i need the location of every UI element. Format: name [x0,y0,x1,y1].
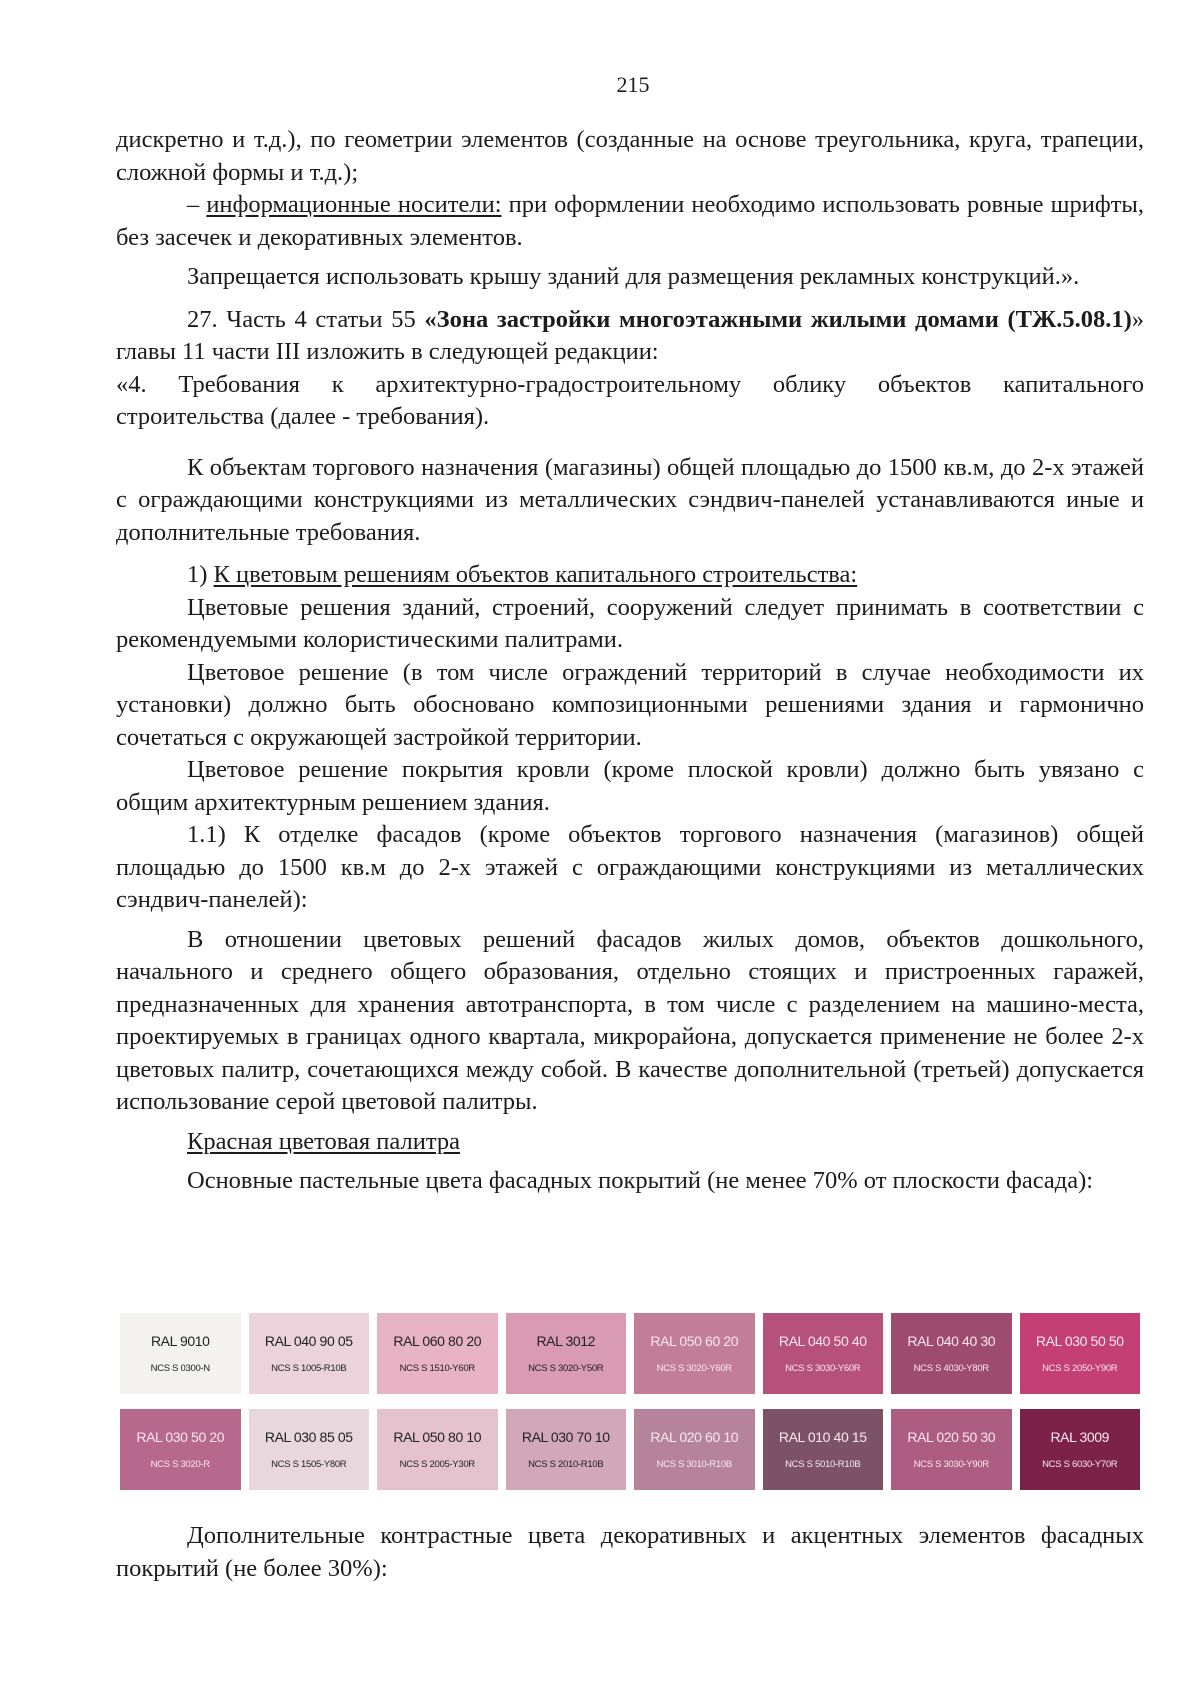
paragraph-article-27 [116,304,1144,369]
paragraph-facade-finish: 1.1) К отделке фасадов (кроме объектов торгового назначения (магазинов) общей площадью до 1500 кв.м до 2-х этажей с ограждающими конструкциями из металлических сэндвич-панелей): [116,821,1144,913]
ncs-code: NCS S 6030-Y70R [1042,1459,1118,1470]
color-swatch [120,1409,241,1490]
color-swatch [1020,1409,1141,1490]
ral-code: RAL 020 60 10 [650,1429,739,1445]
color-swatch [634,1409,755,1490]
color-swatch [506,1409,627,1490]
info-carriers-text: при оформлении необходимо использовать ровные шрифты, без засечек и декоративных элементов. [116,191,1145,251]
ral-code: RAL 040 50 40 [778,1333,867,1349]
paragraph-color-fences: Цветовое решение (в том числе ограждений территорий в случае необходимости их установки) должно быть обосновано композиционными решениями здания и гармонично сочетаться с окружающей застройкой территории. [116,658,1144,751]
ncs-code: NCS S 0300-N [150,1363,210,1374]
color-swatch [891,1313,1012,1394]
zone-title: «Зона застройки многоэтажными жилыми домами (ТЖ.5.08.1) [424,305,1132,333]
color-swatch [377,1409,498,1490]
ral-code: RAL 040 40 30 [907,1333,996,1349]
page-number: 215 [616,72,650,97]
paragraph-geometry: дискретно и т.д.), по геометрии элементов (созданные на основе треугольника, круга, трапеции, сложной формы и т.д.); [116,126,1144,186]
ncs-code: NCS S 5010-R10B [785,1459,861,1470]
paragraph-color-palettes: Цветовые решения зданий, строений, сооружений следует принимать в соответствии с рекомендуемыми колористическими палитрами. [116,593,1144,653]
color-swatch [249,1313,370,1394]
ral-code: RAL 9010 [150,1333,210,1349]
heading-red-palette [116,1126,1144,1159]
color-swatch [249,1409,370,1490]
ncs-code: NCS S 2005-Y30R [399,1459,475,1470]
red-color-palette [120,1313,1140,1490]
palette-row-2 [120,1409,1140,1490]
article-end: » главы 11 части III изложить в следующей редакции: [116,305,1144,365]
color-swatch [120,1313,241,1394]
document-body [116,124,1144,1198]
red-palette-title: Красная цветовая палитра [187,1127,460,1155]
ncs-code: NCS S 1510-Y60R [399,1363,475,1374]
ncs-code: NCS S 1005-R10B [271,1363,347,1374]
ncs-code: NCS S 2050-Y90R [1042,1363,1118,1374]
list-number: 1) [187,561,214,588]
ral-code: RAL 030 85 05 [264,1429,353,1445]
document-body-bottom [116,1520,1144,1585]
dash: – [187,191,207,218]
color-swatch [634,1313,755,1394]
ral-code: RAL 010 40 15 [778,1429,867,1445]
info-carriers-term: информационные носители: [206,191,502,218]
ncs-code: NCS S 3030-Y60R [785,1363,861,1374]
color-swatch [763,1409,884,1490]
paragraph-residential-palettes: В отношении цветовых решений фасадов жилых домов, объектов дошкольного, начального и среднего общего образования, отдельно стоящих и пристроенных гаражей, предназначенных для хранения автотранспорта, в том числе с разделением на машино-места, проектируемых в границах одного квартала, микрорайона, допускается применение не более 2-х цветовых палитр, сочетающихся между собой. В качестве дополнительной (третьей) допускается использование серой цветовой палитры. [116,925,1144,1115]
color-swatch [506,1313,627,1394]
ral-code: RAL 060 80 20 [393,1333,482,1349]
ral-code: RAL 020 50 30 [907,1429,996,1445]
color-solutions-title: К цветовым решениям объектов капитального строительства: [213,561,858,588]
palette-row-1 [120,1313,1140,1394]
ral-code: RAL 030 70 10 [521,1429,610,1445]
paragraph-roof-color: Цветовое решение покрытия кровли (кроме плоской кровли) должно быть увязано с общим архитектурным решением здания. [116,756,1144,816]
ral-code: RAL 030 50 20 [136,1429,225,1445]
color-swatch [377,1313,498,1394]
paragraph-requirements: «4. Требования к архитектурно-градостроительному облику объектов капитального строительства (далее - требования). [116,370,1144,430]
color-swatch [1020,1313,1141,1394]
paragraph-main-colors: Основные пастельные цвета фасадных покрытий (не менее 70% от плоскости фасада): [187,1167,1094,1194]
paragraph-accent-colors: Дополнительные контрастные цвета декоративных и акцентных элементов фасадных покрытий (не более 30%): [116,1522,1144,1582]
color-swatch [763,1313,884,1394]
ral-code: RAL 050 60 20 [650,1333,739,1349]
ncs-code: NCS S 2010-R10B [528,1459,604,1470]
ncs-code: NCS S 3010-R10B [656,1459,732,1470]
ncs-code: NCS S 3020-Y50R [528,1363,604,1374]
ncs-code: NCS S 1505-Y80R [271,1459,347,1470]
ral-code: RAL 040 90 05 [264,1333,353,1349]
ral-code: RAL 050 80 10 [393,1429,482,1445]
paragraph-trade-objects: К объектам торгового назначения (магазины) общей площадью до 1500 кв.м, до 2-х этажей с ограждающими конструкциями из металлических сэндвич-панелей устанавливаются иные и дополнительные требования. [116,453,1144,546]
paragraph-roof-ban: Запрещается использовать крышу зданий для размещения рекламных конструкций.». [187,263,1080,290]
ral-code: RAL 3012 [536,1333,596,1349]
ncs-code: NCS S 4030-Y80R [913,1363,989,1374]
ral-code: RAL 030 50 50 [1035,1333,1124,1349]
ncs-code: NCS S 3020-R [150,1459,210,1470]
color-swatch [891,1409,1012,1490]
ncs-code: NCS S 3030-Y90R [913,1459,989,1470]
article-intro: 27. Часть 4 статьи 55 [187,305,425,333]
ncs-code: NCS S 3020-Y60R [656,1363,732,1374]
paragraph-info-carriers [116,189,1144,254]
heading-color-solutions [116,559,1144,592]
ral-code: RAL 3009 [1050,1429,1110,1445]
